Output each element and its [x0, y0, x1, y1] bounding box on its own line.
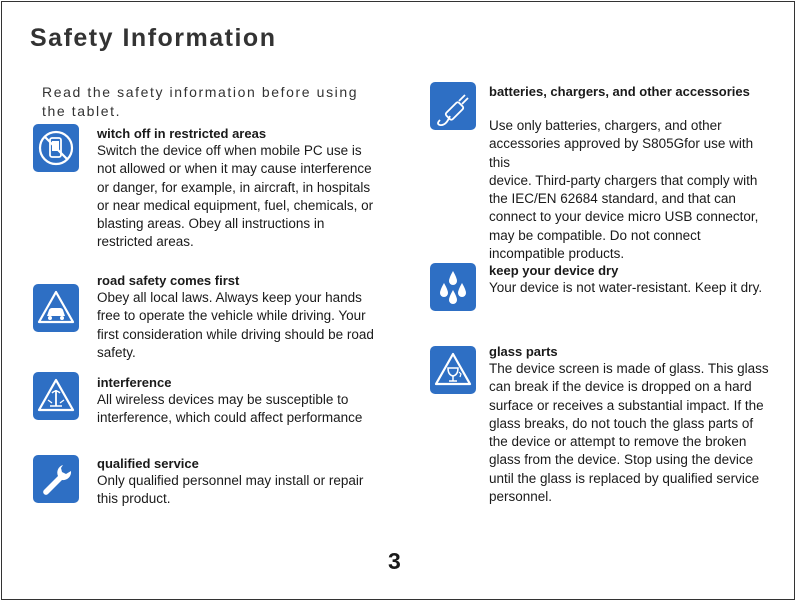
road-safety-heading: road safety comes first: [97, 273, 240, 288]
no-mobile-device-icon: [33, 124, 79, 172]
charger-plug-icon: [430, 82, 476, 130]
page-title: Safety Information: [30, 24, 277, 52]
device-dry-heading: keep your device dry: [489, 263, 619, 278]
restricted-areas-heading: witch off in restricted areas: [97, 126, 267, 141]
wrench-icon: [33, 455, 79, 503]
car-warning-icon: [33, 284, 79, 332]
interference-warning-icon: [33, 372, 79, 420]
restricted-areas-body: Switch the device off when mobile PC use is not allowed or when it may cause interference or danger, for example, in aircraft, in hospitals or near medical equipment, fuel, chemicals, or blasting areas. Obey all instructions in restricted areas.: [97, 143, 374, 250]
qualified-service-heading: qualified service: [97, 456, 199, 471]
water-drops-icon: [430, 263, 476, 311]
device-dry-body: Your device is not water-resistant. Keep it dry.: [489, 280, 763, 295]
glass-warning-icon: [430, 346, 476, 394]
batteries-body: Use only batteries, chargers, and other accessories approved by S805Gfor use with this device. Third-party chargers that comply with the IEC/EN 62684 standard, and that can connect to your device micro USB connector, may be compatible. Do not connect incompatible products.: [489, 118, 759, 262]
qualified-service-body: Only qualified personnel may install or repair this product.: [97, 473, 364, 507]
glass-parts-body: The device screen is made of glass. This glass can break if the device is dropped on a hard surface or receives a substantial impact. If the glass breaks, do not touch the glass parts of the device or attempt to remove the broken glass from the device. Stop using the device until the glass is replaced by qualified service personnel.: [489, 361, 769, 505]
interference-heading: interference: [97, 375, 172, 390]
intro-text: Read the safety information before using the tablet.: [42, 84, 359, 119]
page-number: 3: [388, 548, 401, 574]
road-safety-body: Obey all local laws. Always keep your hands free to operate the vehicle while driving. Your first consideration while driving should be road safety.: [97, 290, 374, 360]
interference-body: All wireless devices may be susceptible to interference, which could affect performance: [97, 392, 363, 426]
batteries-heading: batteries, chargers, and other accessories: [489, 84, 750, 99]
glass-parts-heading: glass parts: [489, 344, 558, 359]
